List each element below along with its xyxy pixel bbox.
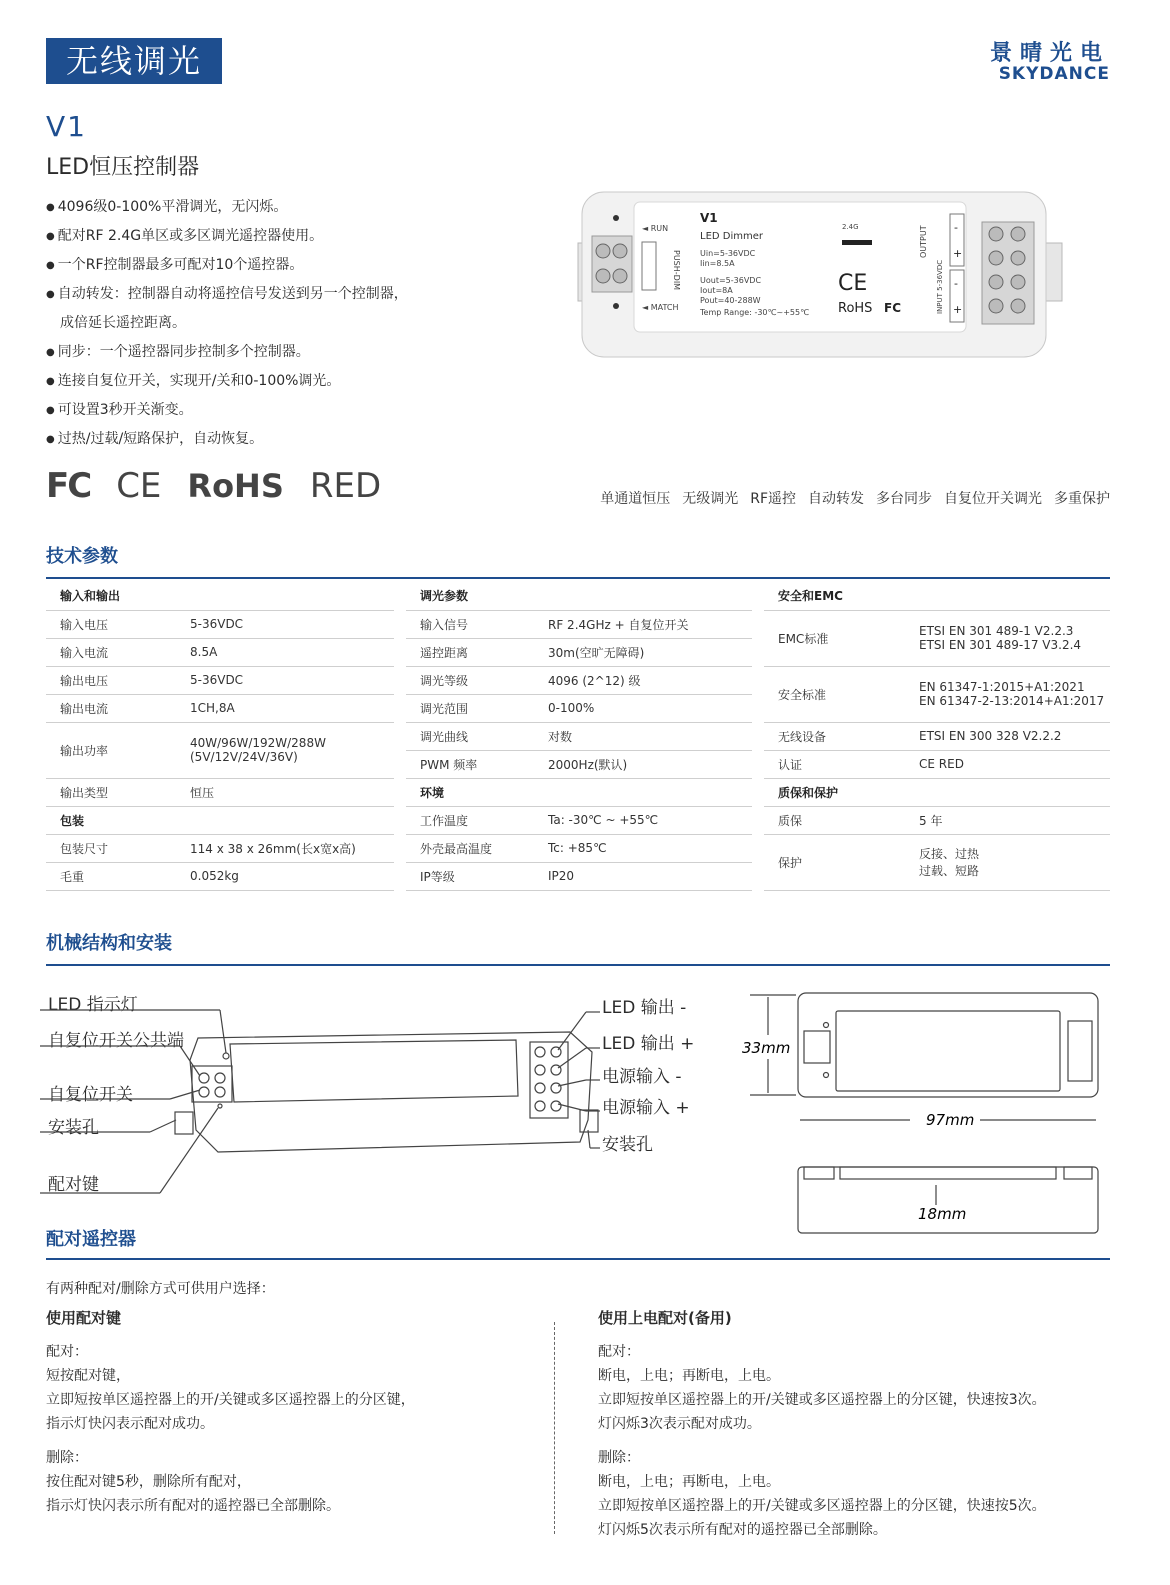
dim-depth: 18mm xyxy=(918,1205,967,1223)
feature-tag: 自动转发 xyxy=(808,491,864,507)
device-spec-line: Iin=8.5A xyxy=(700,259,735,268)
dim-width: 97mm xyxy=(926,1111,975,1129)
spec-value: 5 年 xyxy=(919,806,1110,834)
spec-key: 输入信号 xyxy=(406,610,548,638)
spec-value: (5V/12V/24V/36V) xyxy=(190,750,298,764)
push-dim-label: PUSH-DIM xyxy=(672,250,681,291)
spec-section-title: 技术参数 xyxy=(46,546,118,567)
spec-value: 恒压 xyxy=(190,778,394,806)
spec-group-head: 质保和保护 xyxy=(764,778,1110,806)
label-led-out-plus: LED 输出 + xyxy=(602,1034,695,1054)
mech-section-title: 机械结构和安装 xyxy=(46,933,172,954)
spec-key: 认证 xyxy=(764,750,919,778)
minus-mark: - xyxy=(954,221,958,234)
feature-item: ● 配对RF 2.4G单区或多区调光遥控器使用。 xyxy=(46,222,446,251)
product-subtitle: LED恒压控制器 xyxy=(46,155,200,180)
spec-key: IP等级 xyxy=(406,862,548,890)
spec-key: 调光等级 xyxy=(406,666,548,694)
spec-group-head: 输入和输出 xyxy=(46,582,394,610)
section-divider xyxy=(46,964,1110,966)
label-led-indicator: LED 指示灯 xyxy=(48,995,138,1015)
spec-value: IP20 xyxy=(548,862,752,890)
spec-table-safety xyxy=(764,582,1110,891)
spec-value: EN 61347-1:2015+A1:2021 xyxy=(919,680,1085,694)
feature-tag: RF遥控 xyxy=(750,491,796,507)
label-power-in-minus: 电源输入 - xyxy=(602,1067,682,1087)
spec-value: 5-36VDC xyxy=(190,666,394,694)
label-switch-common: 自复位开关公共端 xyxy=(48,1031,184,1051)
feature-tag: 无级调光 xyxy=(682,491,739,507)
spec-key: 外壳最高温度 xyxy=(406,834,548,862)
spec-key: 输出电流 xyxy=(46,694,190,722)
pairing-method-title: 使用配对键 xyxy=(46,1309,122,1327)
spec-value: 0-100% xyxy=(548,694,752,722)
feature-tags xyxy=(600,488,1110,508)
spec-table-dimming xyxy=(406,582,752,891)
device-spec-line: Iout=8A xyxy=(700,286,733,295)
spec-value: EN 61347-2-13:2014+A1:2017 xyxy=(919,694,1105,708)
spec-group-head: 安全和EMC xyxy=(764,582,1110,610)
feature-tag: 自复位开关调光 xyxy=(944,491,1042,507)
match-label: ◄ MATCH xyxy=(642,303,679,312)
spec-value: CE RED xyxy=(919,750,1110,778)
fc-logo: FC xyxy=(46,466,91,506)
label-pair-key: 配对键 xyxy=(48,1175,99,1195)
pairing-method-key xyxy=(46,1306,536,1528)
spec-value: 反接、过热 xyxy=(919,847,980,861)
spec-value: 8.5A xyxy=(190,638,394,666)
cert-logos xyxy=(46,466,381,506)
spec-table-io xyxy=(46,582,394,891)
spec-value: 114 x 38 x 26mm(长x宽x高) xyxy=(190,834,394,862)
device-model-label: V1 xyxy=(700,211,718,225)
spec-key: 输出电压 xyxy=(46,666,190,694)
spec-value: ETSI EN 300 328 V2.2.2 xyxy=(919,722,1110,750)
red-logo: RED xyxy=(309,466,382,506)
run-label: ◄ RUN xyxy=(642,224,669,233)
input-label: INPUT 5-36VDC xyxy=(936,259,944,314)
category-badge: 无线调光 xyxy=(46,38,222,84)
spec-group-head: 调光参数 xyxy=(406,582,752,610)
spec-key: 输出功率 xyxy=(46,722,190,778)
rohs-logo: RoHS xyxy=(187,467,284,505)
pairing-intro: 有两种配对/删除方式可供用户选择： xyxy=(46,1281,275,1297)
pairing-step: 短按配对键， xyxy=(46,1368,130,1384)
feature-item: ● 同步：一个遥控器同步控制多个控制器。 xyxy=(46,338,446,367)
ce-logo: CE xyxy=(116,466,162,506)
spec-value: RF 2.4GHz + 自复位开关 xyxy=(548,610,752,638)
spec-key: 安全标准 xyxy=(764,666,919,722)
pairing-step-head: 配对： xyxy=(598,1344,640,1360)
label-mount-hole-right: 安装孔 xyxy=(602,1135,653,1155)
delete-step: 按住配对键5秒，删除所有配对， xyxy=(46,1474,251,1490)
spec-value: 2000Hz(默认) xyxy=(548,750,752,778)
device-spec-line: Uin=5-36VDC xyxy=(700,249,756,258)
label-led-out-minus: LED 输出 - xyxy=(602,998,687,1018)
plus-mark: + xyxy=(953,303,963,316)
pairing-step: 断电，上电；再断电，上电。 xyxy=(598,1368,780,1384)
spec-key: EMC标准 xyxy=(764,610,919,666)
pairing-step: 立即短按单区遥控器上的开/关键或多区遥控器上的分区键，快速按3次。 xyxy=(598,1392,1046,1408)
spec-value: ETSI EN 301 489-17 V3.2.4 xyxy=(919,638,1082,652)
spec-key: 调光范围 xyxy=(406,694,548,722)
spec-key: PWM 频率 xyxy=(406,750,548,778)
device-spec-line: Pout=40-288W xyxy=(700,296,761,305)
spec-value: 40W/96W/192W/288W xyxy=(190,736,326,750)
label-switch: 自复位开关 xyxy=(48,1085,133,1105)
device-name-label: LED Dimmer xyxy=(700,231,763,242)
feature-item: ● 一个RF控制器最多可配对10个遥控器。 xyxy=(46,251,446,280)
dimension-drawing xyxy=(740,985,1120,1240)
dim-height: 33mm xyxy=(742,1039,791,1057)
feature-item: ● 自动转发：控制器自动将遥控信号发送到另一个控制器， xyxy=(46,280,446,309)
delete-step: 灯闪烁5次表示所有配对的遥控器已全部删除。 xyxy=(598,1522,887,1538)
spec-key: 输出类型 xyxy=(46,778,190,806)
delete-step-head: 删除： xyxy=(46,1450,88,1466)
feature-item: ● 4096级0-100%平滑调光，无闪烁。 xyxy=(46,193,446,222)
spec-key: 遥控距离 xyxy=(406,638,548,666)
delete-step: 指示灯快闪表示所有配对的遥控器已全部删除。 xyxy=(46,1498,340,1514)
spec-value: 过载、短路 xyxy=(919,864,980,878)
spec-key: 工作温度 xyxy=(406,806,548,834)
fc-mark: FC xyxy=(884,301,902,315)
column-divider xyxy=(554,1322,555,1534)
pairing-step: 指示灯快闪表示配对成功。 xyxy=(46,1416,214,1432)
brand-name-en: SKYDANCE xyxy=(998,64,1110,84)
rf-label: 2.4G xyxy=(842,223,859,231)
pairing-step: 灯闪烁3次表示配对成功。 xyxy=(598,1416,761,1432)
delete-step-head: 删除： xyxy=(598,1450,640,1466)
spec-value: 4096 (2^12) 级 xyxy=(548,666,752,694)
spec-value: 5-36VDC xyxy=(190,610,394,638)
device-temp-line: Temp Range: -30℃~+55℃ xyxy=(700,308,810,317)
ce-mark: CE xyxy=(838,271,868,296)
delete-step: 立即短按单区遥控器上的开/关键或多区遥控器上的分区键，快速按5次。 xyxy=(598,1498,1046,1514)
feature-tag: 多重保护 xyxy=(1054,491,1110,507)
device-spec-line: Uout=5-36VDC xyxy=(700,276,762,285)
spec-key: 毛重 xyxy=(46,862,190,890)
plus-mark: + xyxy=(953,247,963,260)
spec-key: 输入电流 xyxy=(46,638,190,666)
spec-key: 无线设备 xyxy=(764,722,919,750)
pairing-method-title: 使用上电配对(备用) xyxy=(598,1309,732,1327)
section-divider xyxy=(46,577,1110,579)
label-mount-hole: 安装孔 xyxy=(48,1118,99,1138)
spec-group-head: 包装 xyxy=(46,806,394,834)
spec-value: 对数 xyxy=(548,722,752,750)
rohs-mark: RoHS xyxy=(838,301,873,316)
spec-key: 包装尺寸 xyxy=(46,834,190,862)
delete-step: 断电，上电；再断电，上电。 xyxy=(598,1474,780,1490)
feature-tag: 单通道恒压 xyxy=(600,491,671,507)
pairing-step: 立即短按单区遥控器上的开/关键或多区遥控器上的分区键， xyxy=(46,1392,415,1408)
brand-name-cn: 景晴光电 xyxy=(989,41,1110,66)
device-drawing xyxy=(40,980,740,1200)
product-model: V1 xyxy=(46,110,87,143)
spec-value: 1CH,8A xyxy=(190,694,394,722)
spec-group-head: 环境 xyxy=(406,778,752,806)
spec-value: Ta: -30℃ ~ +55℃ xyxy=(548,806,752,834)
spec-value: 30m(空旷无障碍) xyxy=(548,638,752,666)
section-divider xyxy=(46,1258,1110,1260)
pairing-step-head: 配对： xyxy=(46,1344,88,1360)
feature-item: ● 连接自复位开关，实现开/关和0-100%调光。 xyxy=(46,367,446,396)
feature-item: ● 可设置3秒开关渐变。 xyxy=(46,396,446,425)
output-label: OUTPUT xyxy=(919,225,928,258)
spec-value: 0.052kg xyxy=(190,862,394,890)
label-power-in-plus: 电源输入 + xyxy=(602,1098,690,1118)
pairing-method-power xyxy=(598,1306,1128,1552)
product-photo xyxy=(570,188,1070,363)
spec-key: 质保 xyxy=(764,806,919,834)
spec-key: 保护 xyxy=(764,834,919,890)
spec-key: 调光曲线 xyxy=(406,722,548,750)
minus-mark: - xyxy=(954,277,958,290)
spec-value: Tc: +85℃ xyxy=(548,834,752,862)
spec-key: 输入电压 xyxy=(46,610,190,638)
feature-item: 成倍延长遥控距离。 xyxy=(60,315,186,331)
spec-value: ETSI EN 301 489-1 V2.2.3 xyxy=(919,624,1074,638)
feature-tag: 多台同步 xyxy=(876,491,932,507)
feature-list xyxy=(46,193,446,454)
feature-item: ● 过热/过载/短路保护，自动恢复。 xyxy=(46,425,446,454)
pairing-section-title: 配对遥控器 xyxy=(46,1229,136,1250)
